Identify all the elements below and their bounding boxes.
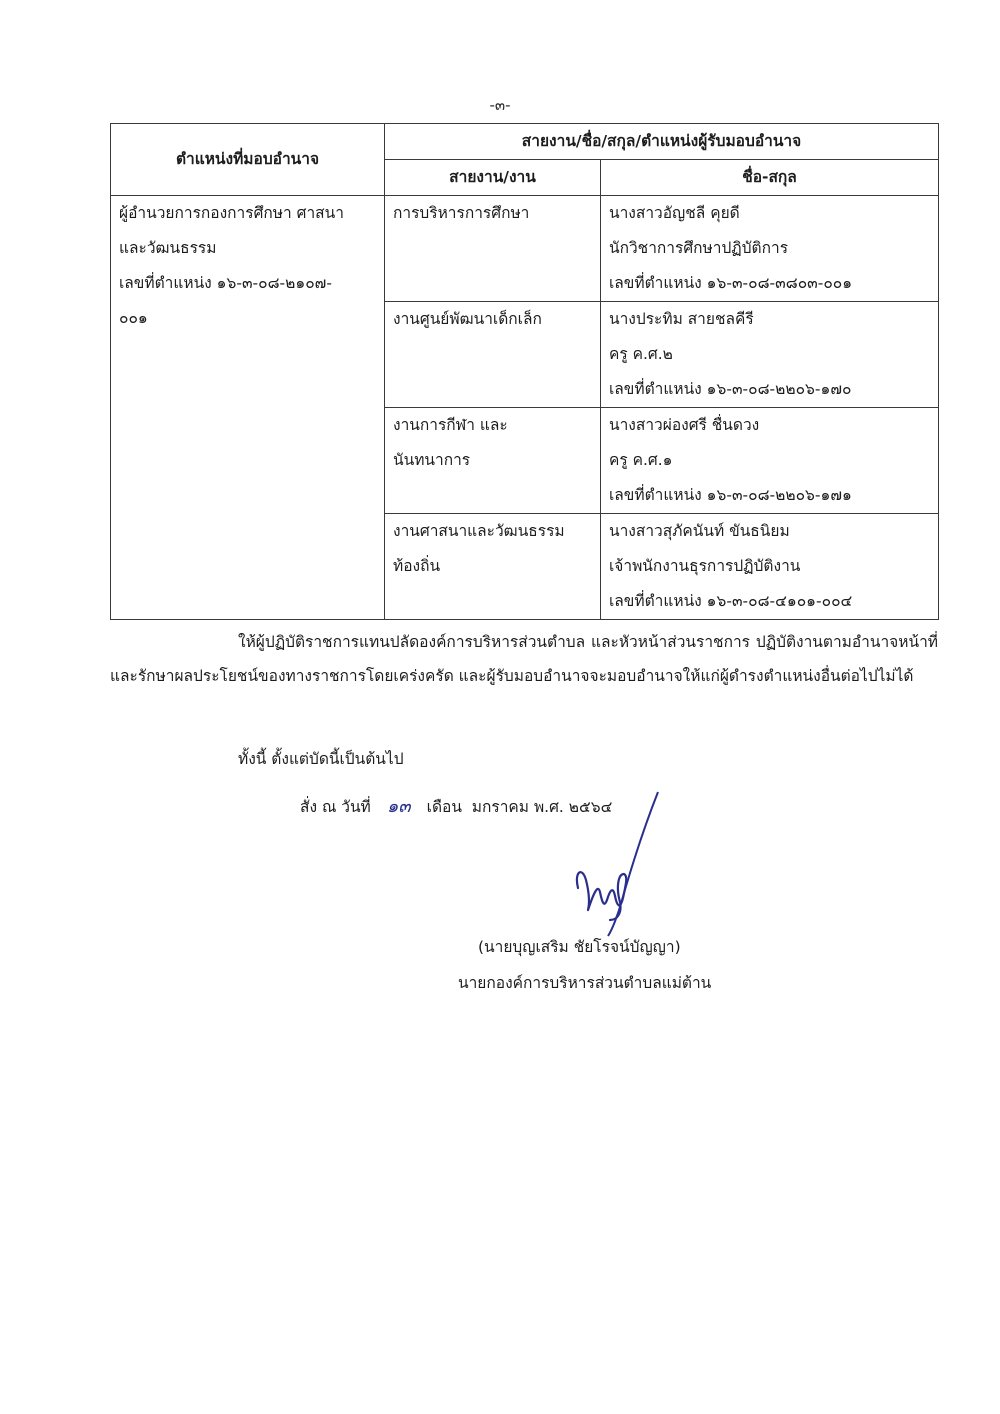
effective-date-paragraph: ทั้งนี้ ตั้งแต่บัดนี้เป็นต้นไป [238,750,404,768]
delegator-number-line: ๐๐๑ [119,309,148,327]
person-name: นางสาวสุภัคนันท์ ขันธนิยม [609,522,790,540]
section-label: งานการกีฬา และ [393,416,508,434]
section-cell [385,302,601,408]
order-month-label: เดือน [426,798,462,816]
header-delegating-position: ตำแหน่งที่มอบอำนาจ [111,124,385,196]
order-month-year: มกราคม พ.ศ. ๒๕๖๔ [471,798,613,816]
person-position-number: เลขที่ตำแหน่ง ๑๖-๓-๐๘-๒๒๐๖-๑๗๐ [609,380,852,398]
order-prefix: สั่ง ณ วันที่ [300,798,371,816]
person-name: นางสาวผ่องศรี ชื่นดวง [609,416,760,434]
person-position-number: เลขที่ตำแหน่ง ๑๖-๓-๐๘-๓๘๐๓-๐๐๑ [609,274,853,292]
person-position-number: เลขที่ตำแหน่ง ๑๖-๓-๐๘-๒๒๐๖-๑๗๑ [609,486,852,504]
person-cell [601,302,939,408]
person-position-number: เลขที่ตำแหน่ง ๑๖-๓-๐๘-๔๑๐๑-๐๐๔ [609,592,853,610]
delegator-cell [111,196,385,620]
delegator-title-line: ผู้อำนวยการกองการศึกษา ศาสนา [119,204,344,222]
person-cell [601,196,939,302]
person-name: นางประทิม สายชลคีรี [609,310,754,328]
header-section: สายงาน/งาน [385,160,601,196]
section-cell [385,196,601,302]
section-cell [385,514,601,620]
person-name: นางสาวอัญชลี คุยดี [609,204,740,222]
section-label: การบริหารการศึกษา [393,204,530,222]
person-position: ครู ค.ศ.๑ [609,451,673,469]
header-name: ชื่อ-สกุล [601,160,939,196]
section-label: งานศาสนาและวัฒนธรรม [393,522,565,540]
delegator-number-line: เลขที่ตำแหน่ง ๑๖-๓-๐๘-๒๑๐๗- [119,274,332,292]
handwritten-signature [560,780,670,940]
table-row [111,196,939,302]
page-number: -๓- [489,96,511,114]
signer-name: (นายบุญเสริม ชัยโรจน์บัญญา) [478,938,681,956]
delegator-title-line: และวัฒนธรรม [119,239,217,257]
section-cell [385,408,601,514]
signer-title: นายกองค์การบริหารส่วนตำบลแม่ต้าน [458,974,712,992]
person-cell [601,514,939,620]
section-label: นันทนาการ [393,451,471,469]
header-delegate-info: สายงาน/ชื่อ/สกุล/ตำแหน่งผู้รับมอบอำนาจ [385,124,939,160]
instruction-paragraph: ให้ผู้ปฏิบัติราชการแทนปลัดองค์การบริหารส่วนตำบล และหัวหน้าส่วนราชการ ปฏิบัติงานตามอำนาจหน้าที่ และรักษาผลประโยชน์ของทางราชการโดยเคร่งครัด และผู้รับมอบอำนาจจะมอบอำนาจให้แก่ผู้ดำรงตำแหน่งอื่นต่อไปไม่ได้ [110,633,938,685]
section-label: งานศูนย์พัฒนาเด็กเล็ก [393,310,542,328]
person-position: ครู ค.ศ.๒ [609,345,673,363]
person-position: เจ้าพนักงานธุรการปฏิบัติงาน [609,557,801,575]
delegation-table [110,123,939,620]
person-cell [601,408,939,514]
section-label: ท้องถิ่น [393,557,441,575]
order-day: ๑๓ [386,796,411,817]
person-position: นักวิชาการศึกษาปฏิบัติการ [609,239,789,257]
